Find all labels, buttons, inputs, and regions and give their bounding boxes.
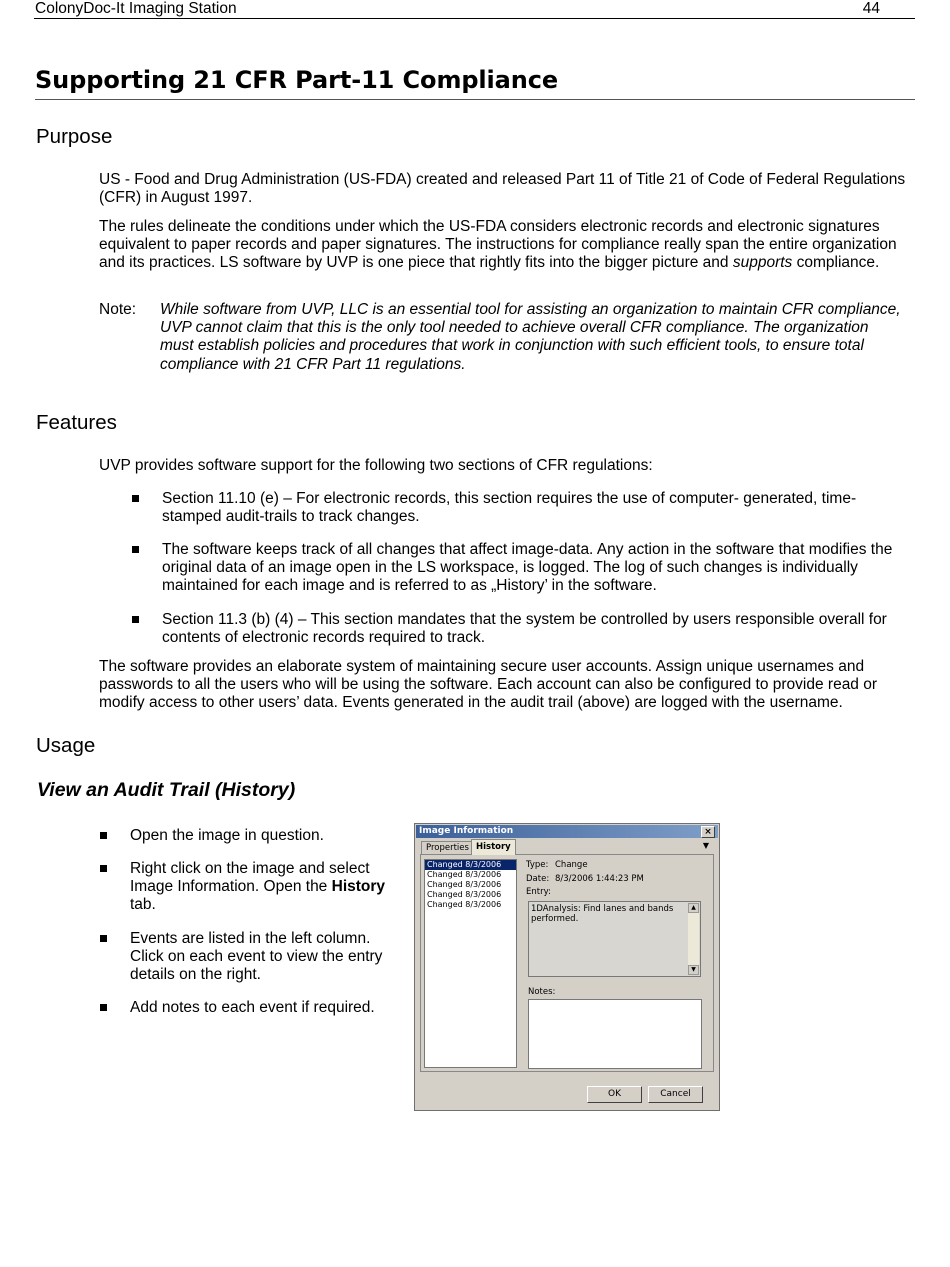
features-intro: UVP provides software support for the following two sections of CFR regulations: — [99, 457, 653, 474]
entry-text: 1DAnalysis: Find lanes and bands performed. — [531, 904, 674, 924]
running-header — [34, 0, 915, 19]
entry-scrollbar[interactable] — [688, 903, 699, 975]
step-open-image: Open the image in question. — [130, 827, 324, 844]
features-closing: The software provides an elaborate system of maintaining secure user accounts. Assign unique usernames and passwords to all the users who will be using the software. Each account can also be configured to provide read or modify access to other users’ data. Events generated in the audit trail (above) are logged with the username. — [99, 658, 878, 712]
bullet-square-icon — [100, 865, 107, 872]
bullet-square-icon — [132, 546, 139, 553]
purpose-paragraph-1: US - Food and Drug Administration (US-FDA) created and released Part 11 of Title 21 of Code of Federal Regulations (CFR) in August 1997. — [99, 171, 906, 207]
notes-label: Notes: — [528, 987, 556, 997]
scroll-up-icon[interactable]: ▲ — [688, 903, 699, 913]
event-list-item[interactable]: Changed 8/3/2006 — [427, 880, 502, 889]
step-2-end: tab. — [130, 896, 156, 914]
purpose-paragraph-2-end: compliance. — [796, 254, 880, 272]
step-events-list: Events are listed in the left column. Click on each event to view the entry details on the right. — [130, 930, 383, 984]
chapter-title: Supporting 21 CFR Part-11 Compliance — [35, 64, 915, 100]
event-list[interactable] — [424, 859, 517, 1068]
bullet-square-icon — [132, 616, 139, 623]
event-list-item[interactable]: Changed 8/3/2006 — [427, 870, 502, 879]
event-list-item[interactable]: Changed 8/3/2006 — [425, 860, 516, 870]
step-2-text: Right click on the image and select Image Information. Open the — [130, 860, 370, 896]
type-value: Change — [555, 860, 588, 870]
header-title: ColonyDoc-It Imaging Station — [35, 0, 237, 17]
scroll-down-icon[interactable]: ▼ — [688, 965, 699, 975]
bullet-square-icon — [100, 935, 107, 942]
bullet-square-icon — [100, 1004, 107, 1011]
history-emphasis: History — [331, 878, 386, 896]
notes-textarea[interactable] — [528, 999, 702, 1069]
features-heading: Features — [36, 411, 117, 434]
step-open-history — [130, 860, 398, 915]
bullet-square-icon — [132, 495, 139, 502]
purpose-heading: Purpose — [36, 125, 113, 148]
close-icon[interactable]: × — [701, 826, 715, 838]
list-item-text: Section 11.3 (b) (4) – This section mandates that the system be controlled by users responsible overall for contents of electronic records required to track. — [162, 611, 887, 647]
entry-textbox[interactable] — [528, 901, 701, 977]
purpose-paragraph-2-main: The rules delineate the conditions under which the US-FDA considers electronic records and electronic signatures equivalent to paper records and paper signatures. The instructions for compliance really span the entire organization and its practices. LS software by UVP is one piece that rightly fits into the bigger picture and — [99, 218, 897, 272]
usage-heading: Usage — [36, 734, 96, 757]
tab-history[interactable]: History — [471, 839, 516, 855]
dialog-titlebar — [416, 825, 718, 838]
bullet-square-icon — [100, 832, 107, 839]
dialog-title: Image Information — [419, 826, 514, 836]
note-text: While software from UVP, LLC is an essential tool for assisting an organization to maintain CFR compliance, UVP cannot claim that this is the only tool needed to achieve overall CFR compliance. The organization must establish policies and procedures that work in conjunction with such efficient tools, to ensure total compliance with 21 CFR Part 11 regulations. — [160, 301, 901, 373]
tab-properties[interactable]: Properties — [421, 841, 474, 855]
note-label: Note: — [99, 301, 137, 318]
type-label: Type: — [526, 860, 549, 870]
ok-button[interactable]: OK — [587, 1086, 642, 1103]
entry-label: Entry: — [526, 887, 551, 897]
step-add-notes: Add notes to each event if required. — [130, 999, 375, 1016]
event-list-item[interactable]: Changed 8/3/2006 — [427, 900, 502, 909]
list-item-text: The software keeps track of all changes that affect image-data. Any action in the software that modifies the original data of an image open in the LS workspace, is logged. The log of such changes is individually maintained for each image and is referred to as „History’ in the software. — [162, 541, 893, 595]
date-value: 8/3/2006 1:44:23 PM — [555, 874, 644, 884]
supports-emphasis: supports — [732, 254, 793, 272]
date-label: Date: — [526, 874, 550, 884]
event-list-item[interactable]: Changed 8/3/2006 — [427, 890, 502, 899]
image-information-dialog — [414, 823, 720, 1111]
pin-dropdown-icon[interactable]: ▼ — [702, 841, 709, 850]
cancel-button[interactable]: Cancel — [648, 1086, 703, 1103]
list-item-text: Section 11.10 (e) – For electronic records, this section requires the use of computer- generated, time-stamped audit-trails to track changes. — [162, 490, 857, 526]
purpose-paragraph-2 — [99, 218, 914, 273]
view-audit-trail-heading: View an Audit Trail (History) — [37, 779, 296, 801]
page-number: 44 — [862, 0, 880, 17]
